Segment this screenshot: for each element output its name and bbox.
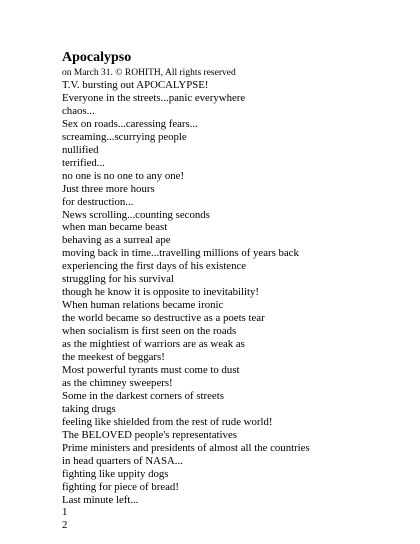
poem-line: The BELOVED people's representatives xyxy=(62,428,237,441)
poem-line: moving back in time...travelling millions of years back xyxy=(62,247,299,260)
poem-line: taking drugs xyxy=(62,402,116,415)
poem-line: as the mightiest of warriors are as weak as xyxy=(62,338,245,351)
poem-line: Prime ministers and presidents of almost all the countries xyxy=(62,441,310,454)
document-page xyxy=(62,50,402,532)
poem-line: Most powerful tyrants must come to dust xyxy=(62,363,240,376)
poem-line: struggling for his survival xyxy=(62,273,174,286)
poem-line: chaos... xyxy=(62,104,95,117)
poem-line: behaving as a surreal ape xyxy=(62,234,171,247)
poem-line: When human relations became ironic xyxy=(62,299,224,312)
poem-line: terrified... xyxy=(62,156,105,169)
poem-line: when man became beast xyxy=(62,221,168,234)
poem-line: Everyone in the streets...panic everywhere xyxy=(62,91,246,104)
poem-line: Some in the darkest corners of streets xyxy=(62,389,224,402)
poem-line: in head quarters of NASA... xyxy=(62,454,183,467)
poem-title: Apocalypso xyxy=(62,50,132,65)
poem-line: Sex on roads...caressing fears... xyxy=(62,117,198,130)
poem-body xyxy=(62,79,402,532)
poem-line: News scrolling...counting seconds xyxy=(62,208,210,221)
poem-line: no one is no one to any one! xyxy=(62,169,185,182)
poem-line: feeling like shielded from the rest of rude world! xyxy=(62,415,273,428)
poem-line: 1 xyxy=(62,506,68,519)
poem-line: nullified xyxy=(62,143,99,156)
poem-line: for destruction... xyxy=(62,195,134,208)
poem-line: fighting like uppity dogs xyxy=(62,467,169,480)
poem-line: screaming...scurrying people xyxy=(62,130,187,143)
poem-line: though he know it is opposite to inevitability! xyxy=(62,286,260,299)
poem-line: when socialism is first seen on the roads xyxy=(62,325,237,338)
poem-line: Just three more hours xyxy=(62,182,155,195)
poem-line: fighting for piece of bread! xyxy=(62,480,179,493)
poem-line: as the chimney sweepers! xyxy=(62,376,173,389)
poem-line: the world became so destructive as a poets tear xyxy=(62,312,265,325)
poem-line: Last minute left... xyxy=(62,493,139,506)
poem-line: 2 xyxy=(62,519,68,532)
poem-line: the meekest of beggars! xyxy=(62,351,165,364)
poem-line: experiencing the first days of his existence xyxy=(62,260,247,273)
poem-byline: on March 31. © ROHITH, All rights reserved xyxy=(62,68,236,78)
poem-line: T.V. bursting out APOCALYPSE! xyxy=(62,79,209,91)
